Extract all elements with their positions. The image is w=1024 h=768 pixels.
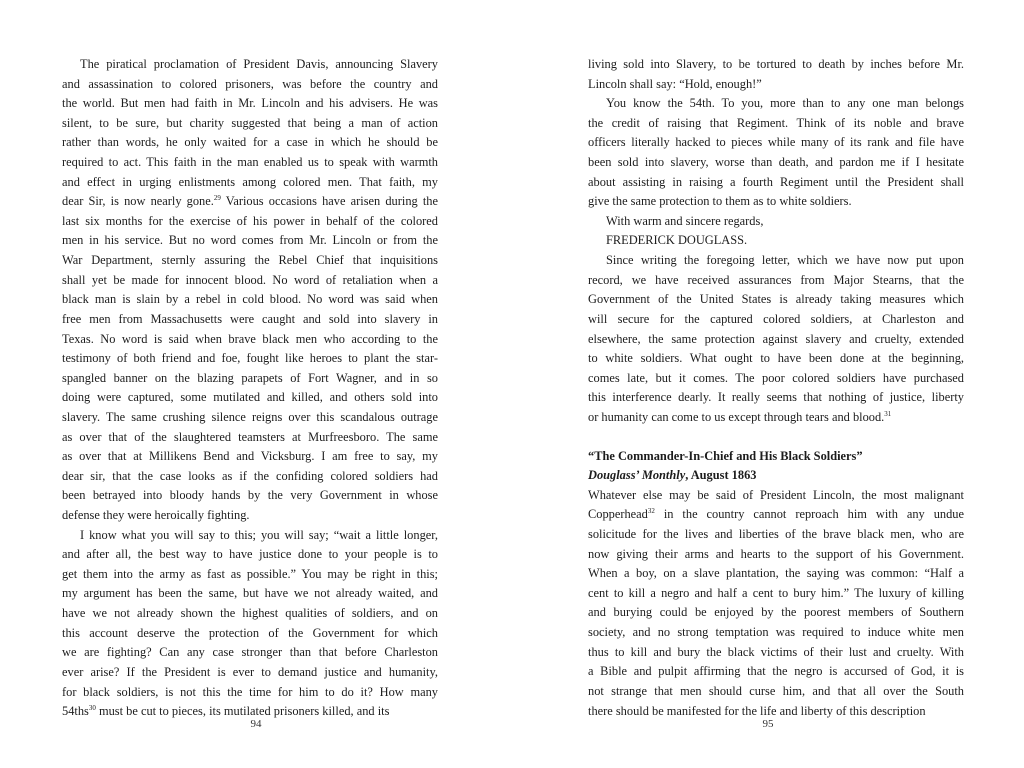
- text-line: a Bible and pulpit affirming that the negro is accursed of God, it is: [588, 664, 964, 679]
- left-page-number: 94: [250, 718, 262, 730]
- text-line: comes late, but it comes. The poor colored soldiers have purchased: [588, 370, 964, 385]
- text-line: record, we have received assurances from Major Stearns, that the: [588, 272, 964, 287]
- text-line: will secure for the captured colored soldiers, at Charleston and: [588, 311, 964, 326]
- text-line: War Department, sternly assuring the Rebel Chief that inquisitions: [62, 253, 438, 268]
- text-line: and assassination to colored prisoners, was before the country and: [62, 76, 438, 91]
- text-line: black man is slain by a rebel in cold blood. No word was said when: [62, 292, 438, 307]
- right-page-letter-end: [588, 55, 964, 428]
- text-line: and after all, the best way to have justice done to your people is to: [62, 547, 438, 562]
- footnote-marker: 31: [884, 409, 892, 418]
- text-line: slavery. The same crushing silence reigns over this scandalous outrage: [62, 409, 438, 424]
- section-source: [588, 466, 964, 486]
- text-line: elsewhere, the same protection against slavery and cruelty, extended: [588, 331, 964, 346]
- text-line: last six months for the exercise of his power in behalf of the colored: [62, 213, 438, 228]
- text-line: we are fighting? Can any case stronger than that before Charleston: [62, 645, 438, 660]
- text-line: 54ths$^{30}$ must be cut to pieces, its mutilated prisoners killed, and its: [62, 704, 390, 719]
- text-line: You know the 54th. To you, more than to any one man belongs: [606, 96, 964, 111]
- text-line: the world. But men had faith in Mr. Lincoln and his advisers. He was: [62, 96, 438, 111]
- text-line: the credit of raising that Regiment. Think of its noble and brave: [588, 115, 964, 130]
- text-line: officers literally hacked to pieces while many of its rank and file have: [588, 135, 964, 150]
- article-body: [588, 486, 964, 721]
- text-line: dear Sir, is now nearly gone.$^{29}$ Various occasions have arisen during the: [62, 194, 438, 209]
- text-line: The piratical proclamation of President Davis, announcing Slavery: [80, 57, 438, 71]
- text-line: ever arise? If the President is ever to demand justice and humanity,: [62, 664, 438, 679]
- text-line: to white soldiers. What ought to have been done at the beginning,: [588, 351, 964, 366]
- text-line: doing were captured, some mutilated and killed, and others sold into: [62, 390, 438, 405]
- text-line: this interference dearly. It really seems that nothing of justice, liberty: [588, 390, 964, 405]
- paragraph: [588, 212, 964, 232]
- text-line: required to act. This faith in the man enabled us to speak with warmth: [62, 155, 438, 170]
- text-line: living sold into Slavery, to be tortured to death by inches before Mr.: [588, 57, 964, 71]
- text-line: as over that of the slaughtered teamsters at Murfreesboro. The same: [62, 429, 438, 444]
- text-line: been betrayed into bloody hands by the very Government in whose: [62, 488, 438, 503]
- text-line: give the same protection to them as to white soldiers.: [588, 194, 852, 209]
- text-line: have we not already shown the highest qualities of soldiers, and on: [62, 606, 438, 621]
- source-periodical: Douglass’ Monthly: [588, 468, 686, 483]
- paragraph: [588, 486, 964, 721]
- paragraph: [588, 55, 964, 94]
- text-line: spangled banner on the blazing parapets of Fort Wagner, and in so: [62, 370, 438, 385]
- text-line: Government of the United States is already taking measures which: [588, 292, 964, 307]
- text-line: society, and no strong temptation was required to induce white men: [588, 625, 964, 640]
- text-line: solicitude for the lives and liberties of the brave black men, who are: [588, 527, 964, 542]
- text-line: I know what you will say to this; you will say; “wait a little longer,: [80, 527, 438, 542]
- right-page-text: [588, 55, 964, 721]
- text-line: Copperhead$^{32}$ in the country cannot reproach him with any undue: [588, 507, 964, 522]
- paragraph: [62, 526, 438, 722]
- footnote-marker: 29: [213, 194, 221, 203]
- text-line: for black soldiers, is not this the time for him to do it? How many: [62, 684, 438, 699]
- paragraph: [588, 251, 964, 427]
- text-line: cent to kill a negro and half a cent to bury him.” The luxury of killing: [588, 585, 964, 600]
- source-date: , August 1863: [685, 468, 757, 483]
- text-line: been sold into slavery, worse than death, and pardon me if I hesitate: [588, 155, 964, 170]
- text-line: thus to kill and bury the black victims of their lust and cruelty. With: [588, 644, 964, 659]
- text-line: Lincoln shall say: “Hold, enough!”: [588, 76, 762, 91]
- text-line: silent, to be sure, but charity suggested that being a man of action: [62, 115, 438, 130]
- text-line: now giving their arms and hearts to the support of his Government.: [588, 546, 964, 561]
- text-line: Whatever else may be said of President Lincoln, the most malignant: [588, 487, 964, 502]
- text-line: testimony of both friend and foe, fought like heroes to plant the star-: [62, 351, 438, 366]
- paragraph: [62, 55, 438, 526]
- paragraph: [588, 231, 964, 251]
- text-line: defense they were heroically fighting.: [62, 508, 250, 523]
- text-line: not strange that men should curse him, and that all over the South: [588, 683, 964, 698]
- text-line: there should be manifested for the life and liberty of this description: [588, 703, 926, 718]
- left-page-text: [62, 55, 438, 722]
- text-line: this account deserve the protection of the Government for which: [62, 625, 438, 640]
- text-line: free men from Massachusetts were caught and sold into slavery in: [62, 311, 438, 326]
- text-line: Since writing the foregoing letter, which we have now put upon: [606, 253, 964, 268]
- right-page: [512, 0, 1024, 768]
- text-line: as over that at Millikens Bend and Vicksburg. I am free to say, my: [62, 449, 438, 464]
- text-line: With warm and sincere regards,: [606, 213, 764, 228]
- paragraph: [588, 94, 964, 212]
- text-line: dear sir, that the case looks as if the confiding colored soldiers had: [62, 468, 438, 483]
- footnote-marker: 32: [647, 507, 655, 516]
- section-heading: “The Commander-In-Chief and His Black Soldiers”: [588, 448, 863, 463]
- text-line: rather than words, he only waited for a case in which he should be: [62, 135, 438, 150]
- text-line: shall yet be made for innocent blood. No word of retaliation when a: [62, 272, 438, 287]
- text-line: and burying could be enjoyed by the poorest members of Southern: [588, 605, 964, 620]
- text-line: When a boy, on a slave plantation, the saying was common: “Half a: [588, 566, 964, 581]
- text-line: or humanity can come to us except through tears and blood.$^{31}$: [588, 409, 892, 424]
- text-line: my argument has been the same, but have we not already waited, and: [62, 586, 438, 601]
- text-line: about assisting in raising a fourth Regiment until the President shall: [588, 174, 964, 189]
- text-line: get them into the army as fast as possible.” You may be right in this;: [62, 566, 438, 581]
- text-line: FREDERICK DOUGLASS.: [606, 233, 748, 248]
- text-line: Texas. No word is said when brave black men who according to the: [62, 331, 438, 346]
- right-page-number: 95: [762, 718, 774, 730]
- text-line: and effect in urging enlistments among colored men. That faith, my: [62, 174, 438, 189]
- text-line: men in his service. But no word comes from Mr. Lincoln or from the: [62, 233, 438, 248]
- footnote-marker: 30: [88, 704, 96, 713]
